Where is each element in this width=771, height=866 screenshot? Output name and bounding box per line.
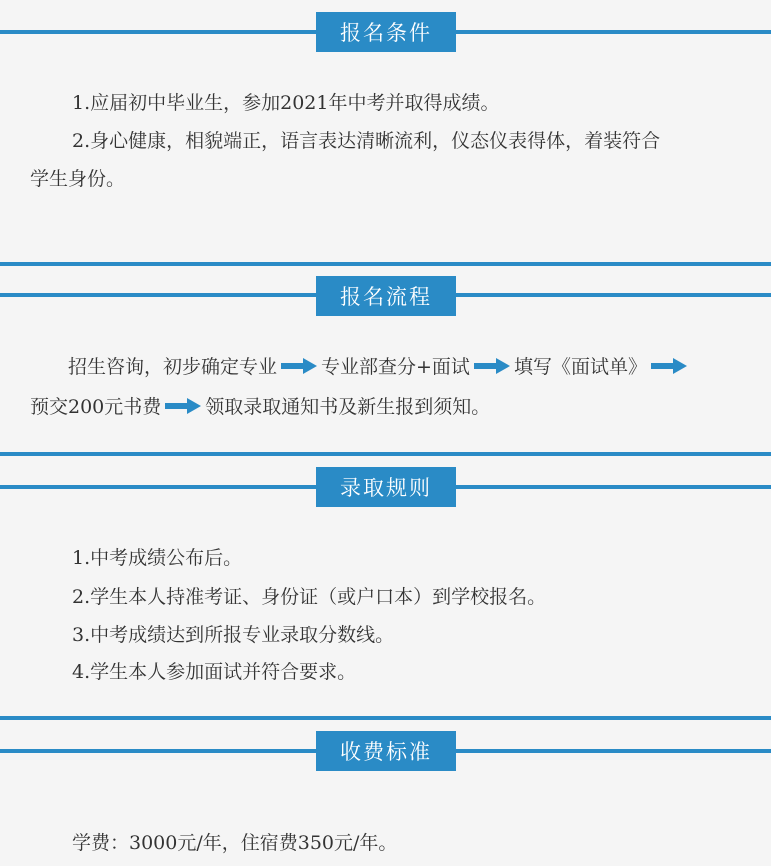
- flow-step: 预交200元书费: [30, 396, 162, 418]
- list-item: 学费：3000元/年，住宿费350元/年。: [72, 832, 398, 854]
- list-item: 2.学生本人持准考证、身份证（或户口本）到学校报名。: [72, 586, 547, 608]
- list-item: 2.身心健康，相貌端正，语言表达清晰流利，仪态仪表得体，着装符合: [72, 130, 661, 152]
- divider-line: [0, 262, 771, 266]
- right-arrow-icon: [651, 357, 687, 379]
- section-title: 收费标准: [316, 731, 456, 771]
- section-title: 录取规则: [316, 467, 456, 507]
- list-item: 1.中考成绩公布后。: [72, 547, 243, 569]
- flow-line: [30, 392, 490, 419]
- flow-step: 填写《面试单》: [513, 356, 647, 378]
- flow-step: 专业部查分+面试: [321, 356, 470, 378]
- flow-step: 领取录取通知书及新生报到须知。: [205, 396, 491, 418]
- list-item: 学生身份。: [30, 168, 126, 190]
- right-arrow-icon: [165, 397, 201, 419]
- list-item: 4.学生本人参加面试并符合要求。: [72, 661, 357, 683]
- divider-line: [0, 452, 771, 456]
- flow-line: [68, 352, 691, 379]
- flow-step: 招生咨询，初步确定专业: [68, 356, 278, 378]
- right-arrow-icon: [474, 357, 510, 379]
- list-item: 1.应届初中毕业生，参加2021年中考并取得成绩。: [72, 92, 500, 114]
- right-arrow-icon: [281, 357, 317, 379]
- section-title: 报名流程: [316, 276, 456, 316]
- divider-line: [0, 716, 771, 720]
- section-title: 报名条件: [316, 12, 456, 52]
- list-item: 3.中考成绩达到所报专业录取分数线。: [72, 624, 395, 646]
